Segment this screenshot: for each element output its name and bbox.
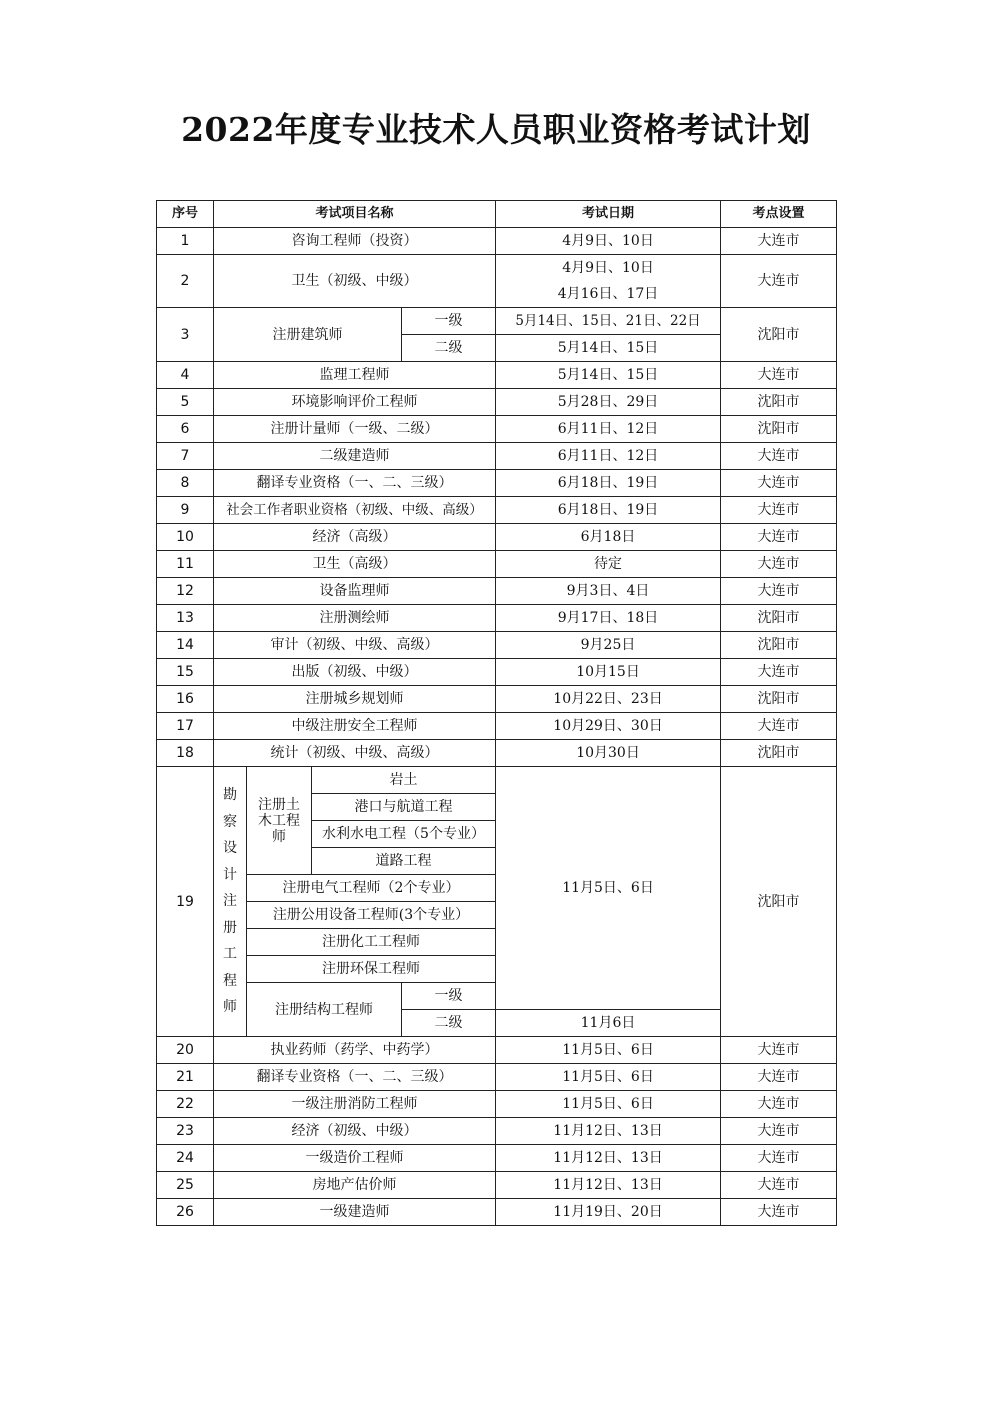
row-date: 9月3日、4日 — [496, 578, 721, 605]
table-row — [157, 443, 837, 470]
table-row — [157, 605, 837, 632]
table-row — [157, 416, 837, 443]
row-date: 5月14日、15日 — [496, 362, 721, 389]
row-site: 大连市 — [721, 497, 837, 524]
table-row — [157, 497, 837, 524]
row-level: 二级 — [402, 335, 496, 362]
row-no: 13 — [157, 605, 214, 632]
exam-schedule-table — [156, 200, 837, 1226]
row-name: 监理工程师 — [214, 362, 496, 389]
row-date-line: 4月9日、10日 — [562, 260, 654, 276]
row-site: 大连市 — [721, 1037, 837, 1064]
row-no: 2 — [157, 255, 214, 308]
table-row — [157, 389, 837, 416]
row-no: 22 — [157, 1091, 214, 1118]
row-name: 二级建造师 — [214, 443, 496, 470]
page-title: 2022年度专业技术人员职业资格考试计划 — [181, 110, 811, 149]
row-date: 11月6日 — [496, 1010, 721, 1037]
group-char: 册 — [223, 919, 237, 936]
row-date: 11月5日、6日 — [496, 1037, 721, 1064]
table-row — [157, 1199, 837, 1226]
row-name: 房地产估价师 — [214, 1172, 496, 1199]
table-row — [157, 1037, 837, 1064]
row-site: 大连市 — [721, 659, 837, 686]
civil-engineer-name — [247, 767, 312, 875]
group-char: 察 — [223, 813, 237, 830]
group-char: 师 — [223, 999, 237, 1016]
row-name: 经济（高级） — [214, 524, 496, 551]
table-row — [157, 713, 837, 740]
table-row — [157, 255, 837, 308]
engineer-type: 注册化工工程师 — [247, 929, 496, 956]
row-name: 注册测绘师 — [214, 605, 496, 632]
row-name: 执业药师（药学、中药学） — [214, 1037, 496, 1064]
row-date: 11月12日、13日 — [496, 1145, 721, 1172]
row-date: 5月14日、15日、21日、22日 — [496, 308, 721, 335]
row-site: 沈阳市 — [721, 686, 837, 713]
row-site: 大连市 — [721, 470, 837, 497]
row-name: 注册建筑师 — [214, 308, 402, 362]
row-date: 11月5日、6日 — [496, 767, 721, 1010]
engineer-type: 注册公用设备工程师(3个专业） — [247, 902, 496, 929]
row-date: 5月14日、15日 — [496, 335, 721, 362]
row-date: 6月11日、12日 — [496, 443, 721, 470]
row-name: 注册计量师（一级、二级） — [214, 416, 496, 443]
row-no: 21 — [157, 1064, 214, 1091]
row-site: 大连市 — [721, 1172, 837, 1199]
civil-sub: 港口与航道工程 — [312, 794, 496, 821]
row-site: 大连市 — [721, 1118, 837, 1145]
row-date: 4月9日、10日 — [496, 228, 721, 255]
row-no: 8 — [157, 470, 214, 497]
row-date: 5月28日、29日 — [496, 389, 721, 416]
table-row — [157, 1145, 837, 1172]
table-row — [157, 228, 837, 255]
table-row — [157, 551, 837, 578]
row-site: 沈阳市 — [721, 416, 837, 443]
civil-sub: 道路工程 — [312, 848, 496, 875]
row-date-line: 4月16日、17日 — [557, 286, 659, 302]
row-date: 11月19日、20日 — [496, 1199, 721, 1226]
row-date: 6月18日 — [496, 524, 721, 551]
row-no: 19 — [157, 767, 214, 1037]
row-site: 大连市 — [721, 255, 837, 308]
row-date: 6月11日、12日 — [496, 416, 721, 443]
row-date: 6月18日、19日 — [496, 470, 721, 497]
civil-line: 注册土 — [258, 796, 300, 813]
table-row — [157, 767, 837, 794]
table-row — [157, 308, 837, 335]
row-name: 卫生（高级） — [214, 551, 496, 578]
row-name: 审计（初级、中级、高级） — [214, 632, 496, 659]
row-level: 一级 — [402, 983, 496, 1010]
row-no: 12 — [157, 578, 214, 605]
row-site: 大连市 — [721, 228, 837, 255]
row-site: 大连市 — [721, 1199, 837, 1226]
row-site: 大连市 — [721, 524, 837, 551]
row-no: 14 — [157, 632, 214, 659]
row-site: 大连市 — [721, 362, 837, 389]
group-char: 计 — [223, 866, 237, 883]
row-group-name — [214, 767, 247, 1037]
row-no: 23 — [157, 1118, 214, 1145]
row-name: 中级注册安全工程师 — [214, 713, 496, 740]
row-name: 一级造价工程师 — [214, 1145, 496, 1172]
table-row — [157, 470, 837, 497]
header-name: 考试项目名称 — [214, 201, 496, 228]
group-char: 程 — [223, 972, 237, 989]
group-char: 注 — [223, 893, 237, 910]
row-date: 11月5日、6日 — [496, 1064, 721, 1091]
civil-sub: 水利水电工程（5个专业） — [312, 821, 496, 848]
row-site: 沈阳市 — [721, 605, 837, 632]
row-date: 11月12日、13日 — [496, 1118, 721, 1145]
table-row — [157, 659, 837, 686]
row-name: 咨询工程师（投资） — [214, 228, 496, 255]
civil-sub: 岩土 — [312, 767, 496, 794]
row-date: 待定 — [496, 551, 721, 578]
row-no: 1 — [157, 228, 214, 255]
row-site: 大连市 — [721, 578, 837, 605]
row-no: 18 — [157, 740, 214, 767]
table-row — [157, 632, 837, 659]
row-site: 大连市 — [721, 1064, 837, 1091]
row-date: 9月25日 — [496, 632, 721, 659]
row-level: 一级 — [402, 308, 496, 335]
row-no: 16 — [157, 686, 214, 713]
row-date: 10月30日 — [496, 740, 721, 767]
row-no: 24 — [157, 1145, 214, 1172]
row-name: 注册城乡规划师 — [214, 686, 496, 713]
row-site: 沈阳市 — [721, 632, 837, 659]
civil-line: 师 — [272, 828, 286, 845]
table-row — [157, 1091, 837, 1118]
engineer-type: 注册环保工程师 — [247, 956, 496, 983]
row-no: 7 — [157, 443, 214, 470]
row-no: 9 — [157, 497, 214, 524]
structural-engineer-name: 注册结构工程师 — [247, 983, 402, 1037]
row-date: 6月18日、19日 — [496, 497, 721, 524]
row-level: 二级 — [402, 1010, 496, 1037]
row-name: 卫生（初级、中级） — [214, 255, 496, 308]
row-name: 出版（初级、中级） — [214, 659, 496, 686]
row-no: 11 — [157, 551, 214, 578]
table-header-row — [157, 201, 837, 228]
row-name: 一级注册消防工程师 — [214, 1091, 496, 1118]
row-name: 环境影响评价工程师 — [214, 389, 496, 416]
table-row — [157, 578, 837, 605]
row-no: 15 — [157, 659, 214, 686]
table-row — [157, 1118, 837, 1145]
row-no: 25 — [157, 1172, 214, 1199]
row-no: 10 — [157, 524, 214, 551]
row-site: 大连市 — [721, 1091, 837, 1118]
row-no: 20 — [157, 1037, 214, 1064]
row-site: 沈阳市 — [721, 308, 837, 362]
row-site: 沈阳市 — [721, 767, 837, 1037]
row-site: 沈阳市 — [721, 740, 837, 767]
row-date: 10月15日 — [496, 659, 721, 686]
row-name: 统计（初级、中级、高级） — [214, 740, 496, 767]
table-row — [157, 686, 837, 713]
group-char: 勘 — [223, 787, 237, 804]
table-row — [157, 362, 837, 389]
table-row — [157, 524, 837, 551]
row-no: 26 — [157, 1199, 214, 1226]
row-name: 设备监理师 — [214, 578, 496, 605]
table-row — [157, 1172, 837, 1199]
row-site: 大连市 — [721, 551, 837, 578]
header-site: 考点设置 — [721, 201, 837, 228]
group-char: 设 — [223, 840, 237, 857]
row-site: 大连市 — [721, 713, 837, 740]
row-date: 11月12日、13日 — [496, 1172, 721, 1199]
row-date — [496, 255, 721, 308]
row-site: 大连市 — [721, 1145, 837, 1172]
civil-line: 木工程 — [258, 812, 300, 829]
row-no: 17 — [157, 713, 214, 740]
row-name: 社会工作者职业资格（初级、中级、高级） — [214, 497, 496, 524]
row-date: 11月5日、6日 — [496, 1091, 721, 1118]
table-row — [157, 740, 837, 767]
row-date: 10月29日、30日 — [496, 713, 721, 740]
row-no: 5 — [157, 389, 214, 416]
row-name: 翻译专业资格（一、二、三级） — [214, 470, 496, 497]
row-site: 大连市 — [721, 443, 837, 470]
table-row — [157, 1064, 837, 1091]
row-no: 3 — [157, 308, 214, 362]
row-site: 沈阳市 — [721, 389, 837, 416]
engineer-type: 注册电气工程师（2个专业） — [247, 875, 496, 902]
row-date: 9月17日、18日 — [496, 605, 721, 632]
row-date: 10月22日、23日 — [496, 686, 721, 713]
row-name: 翻译专业资格（一、二、三级） — [214, 1064, 496, 1091]
row-no: 6 — [157, 416, 214, 443]
row-name: 经济（初级、中级） — [214, 1118, 496, 1145]
header-no: 序号 — [157, 201, 214, 228]
row-no: 4 — [157, 362, 214, 389]
row-name: 一级建造师 — [214, 1199, 496, 1226]
group-char: 工 — [223, 946, 237, 963]
header-date: 考试日期 — [496, 201, 721, 228]
